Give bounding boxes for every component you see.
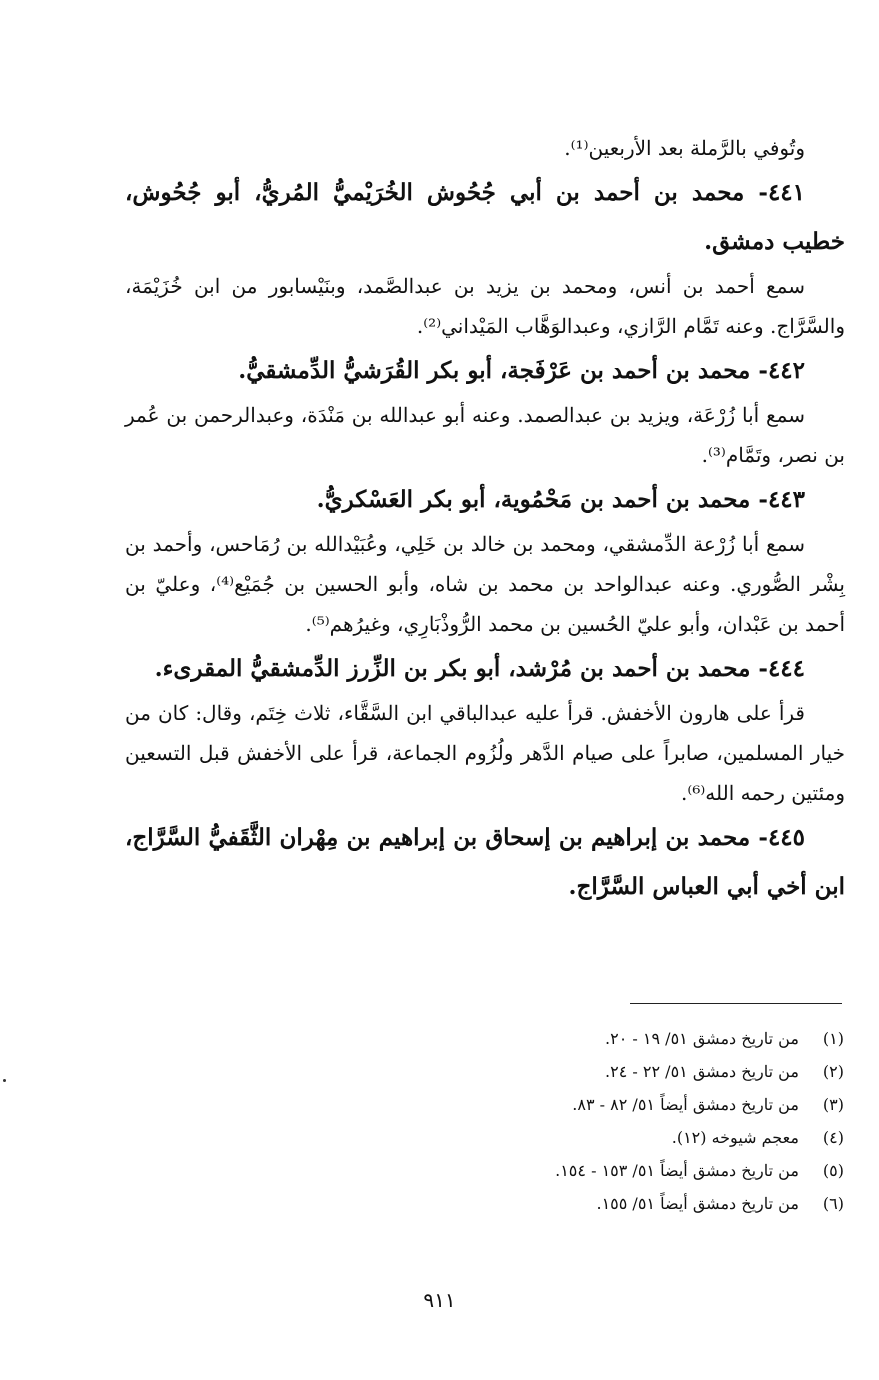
footnote-text: معجم شيوخه (١٢). bbox=[671, 1128, 799, 1147]
main-text bbox=[125, 128, 845, 911]
entry-443-heading: ٤٤٣- محمد بن أحمد بن مَحْمُوية، أبو بكر العَسْكريُّ. bbox=[316, 486, 805, 513]
footnote-text: من تاريخ دمشق أيضاً ٥١/ ٨٢ - ٨٣. bbox=[572, 1095, 799, 1114]
footnote-item bbox=[344, 1187, 844, 1220]
page-number: ٩١١ bbox=[423, 1288, 456, 1312]
footnote-number: (٤) bbox=[822, 1128, 844, 1147]
footnote-number: (١) bbox=[822, 1029, 844, 1048]
entry-444-text: قرأ على هارون الأخفش. قرأ عليه عبدالباقي ابن السَّقَّاء، ثلاث خِتَم، وقال: كان من خيار المسلمين، صابراً على صيام الدَّهر ولُزُوم الجماعة، قرأ على الأخفش قبل التسعين ومئتين رحمه الله⁽⁶⁾. bbox=[125, 701, 845, 805]
footnote-item bbox=[344, 1088, 844, 1121]
footnote-text: من تاريخ دمشق أيضاً ٥١/ ١٥٥. bbox=[596, 1194, 799, 1213]
entry-445-heading: ٤٤٥- محمد بن إبراهيم بن إسحاق بن إبراهيم بن مِهْران الثَّقَفيُّ السَّرَّاج، ابن أخي أبي العباس السَّرَّاج. bbox=[125, 824, 845, 900]
footnote-divider bbox=[630, 1003, 842, 1004]
footnote-text: من تاريخ دمشق ٥١/ ١٩ - ٢٠. bbox=[605, 1029, 799, 1048]
entry-441-text: سمع أحمد بن أنس، ومحمد بن يزيد بن عبدالصَّمد، وبنَيْسابور من ابن خُزَيْمَة، والسَّرَّاج. وعنه تَمَّام الرَّازي، وعبدالوَهَّاب المَيْداني⁽²⁾. bbox=[125, 274, 845, 338]
scan-speck bbox=[3, 1079, 6, 1082]
entry-444-heading: ٤٤٤- محمد بن أحمد بن مُرْشد، أبو بكر بن الزِّرز الدِّمشقيُّ المقرىء. bbox=[154, 655, 805, 682]
entry-442-text: سمع أبا زُرْعَة، ويزيد بن عبدالصمد. وعنه أبو عبدالله بن مَنْدَة، وعبدالرحمن بن عُمر بن نصر، وتَمَّام⁽³⁾. bbox=[125, 403, 845, 467]
entry-442-heading: ٤٤٢- محمد بن أحمد بن عَرْفَجة، أبو بكر القُرَشيُّ الدِّمشقيُّ. bbox=[238, 357, 805, 384]
footnote-item bbox=[344, 1121, 844, 1154]
footnote-number: (٢) bbox=[822, 1062, 844, 1081]
footnote-item bbox=[344, 1022, 844, 1055]
entry-443-text: سمع أبا زُرْعة الدِّمشقي، ومحمد بن خالد بن خَلِي، وعُبَيْدالله بن رُمَاحس، وأحمد بن بِشْر الصُّوري. وعنه عبدالواحد بن محمد بن شاه، وأبو الحسين بن جُمَيْع⁽⁴⁾، وعليّ بن أحمد بن عَبْدان، وأبو عليّ الحُسين بن محمد الرُّوذْبَارِي، وغيرُهم⁽⁵⁾. bbox=[125, 532, 845, 636]
footnote-text: من تاريخ دمشق أيضاً ٥١/ ١٥٣ - ١٥٤. bbox=[555, 1161, 799, 1180]
footnote-number: (٣) bbox=[822, 1095, 844, 1114]
footnote-number: (٥) bbox=[822, 1161, 844, 1180]
entry-441-heading: ٤٤١- محمد بن أحمد بن أبي جُحُوش الخُرَيْميُّ المُريُّ، أبو جُحُوش، خطيب دمشق. bbox=[125, 179, 845, 255]
footnote-text: من تاريخ دمشق ٥١/ ٢٢ - ٢٤. bbox=[605, 1062, 799, 1081]
footnote-number: (٦) bbox=[822, 1194, 844, 1213]
footnote-item bbox=[344, 1055, 844, 1088]
footnotes bbox=[344, 1022, 844, 1220]
footnote-item bbox=[344, 1154, 844, 1187]
intro-line: وتُوفي بالرَّملة بعد الأربعين⁽¹⁾. bbox=[564, 136, 805, 160]
